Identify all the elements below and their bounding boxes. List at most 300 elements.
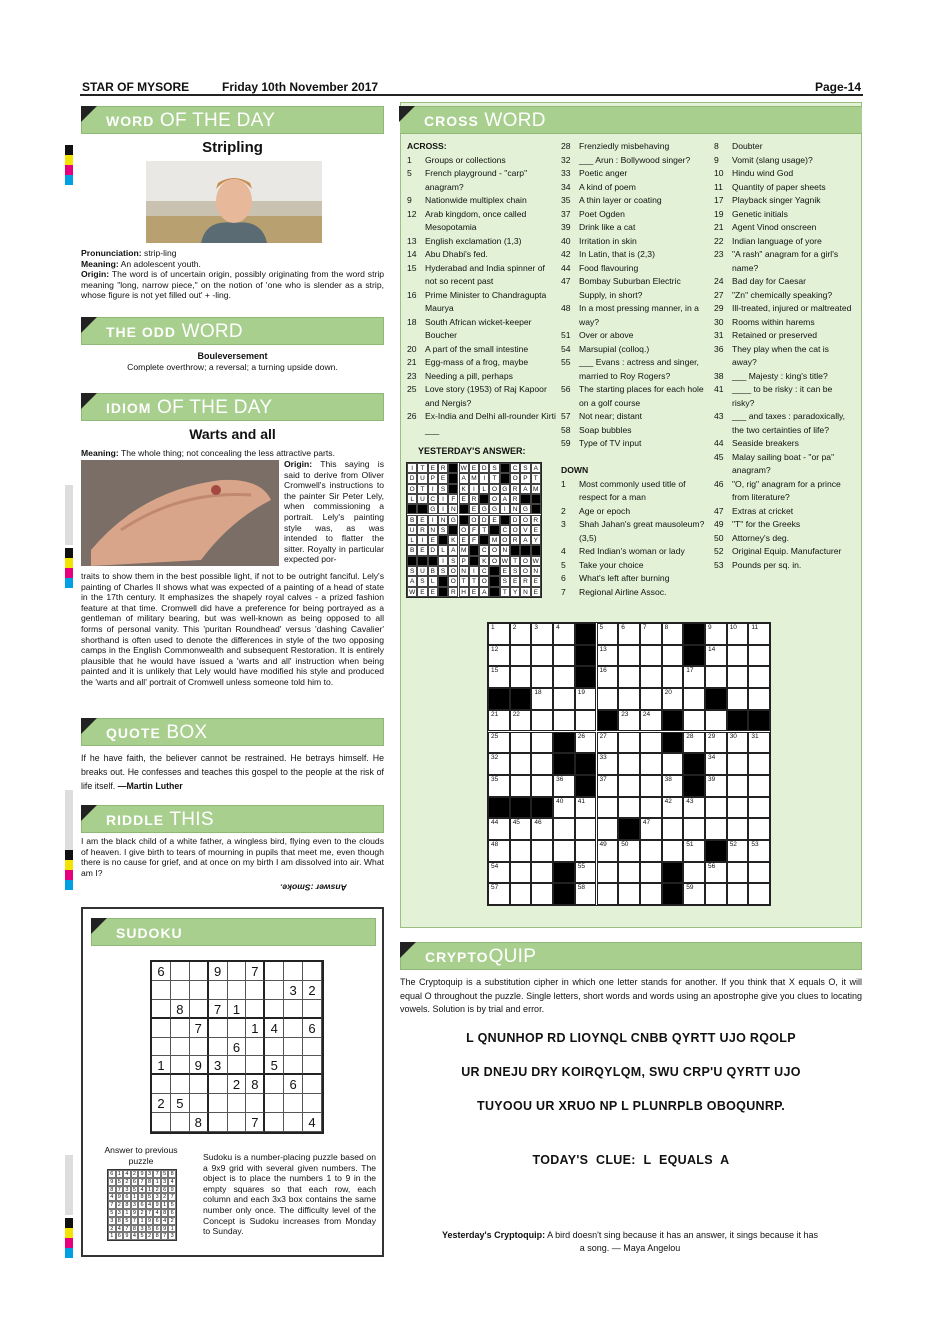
crossword-cell[interactable] — [618, 818, 640, 840]
clue-item: 5 Take your choice — [561, 559, 644, 570]
sudoku-cell[interactable] — [303, 1000, 322, 1019]
yesterday-grid — [406, 462, 542, 598]
crossword-cell[interactable] — [553, 688, 575, 710]
crossword-cell[interactable] — [662, 753, 684, 775]
crossword-cell[interactable] — [640, 753, 662, 775]
sudoku-cell[interactable] — [152, 1038, 171, 1057]
sudoku-cell[interactable]: 8 — [190, 1113, 209, 1132]
sudoku-cell[interactable]: 4 — [265, 1019, 284, 1038]
crossword-cell[interactable] — [705, 710, 727, 732]
sudoku-cell[interactable] — [284, 962, 303, 981]
sudoku-cell[interactable] — [190, 981, 209, 1000]
crossword-cell[interactable] — [488, 688, 510, 710]
crossword-cell[interactable] — [618, 797, 640, 819]
sudoku-cell[interactable] — [152, 1075, 171, 1094]
crossword-cell[interactable] — [618, 775, 640, 797]
crossword-cell[interactable] — [553, 710, 575, 732]
crossword-cell[interactable] — [705, 688, 727, 710]
sudoku-cell[interactable] — [190, 962, 209, 981]
crossword-cell[interactable] — [575, 818, 597, 840]
sudoku-cell[interactable] — [209, 1019, 228, 1038]
crossword-cell[interactable] — [575, 645, 597, 667]
crossword-cell[interactable] — [683, 818, 705, 840]
crossword-cell[interactable] — [510, 862, 532, 884]
sudoku-cell[interactable] — [209, 981, 228, 1000]
sudoku-cell[interactable] — [171, 1038, 190, 1057]
answer-cell: I — [407, 463, 417, 473]
crossword-cell[interactable] — [510, 666, 532, 688]
crossword-cell[interactable] — [531, 883, 553, 905]
crossword-cell[interactable]: 54 — [488, 862, 510, 884]
crossword-cell[interactable] — [662, 818, 684, 840]
sudoku-answer-cell: 4 — [108, 1193, 116, 1201]
answer-cell: A — [459, 473, 469, 483]
sudoku-cell[interactable] — [228, 1056, 247, 1075]
clue-item: 20 A part of the small intestine — [407, 343, 529, 354]
crossword-cell[interactable]: 24 — [640, 710, 662, 732]
answer-cell: L — [407, 535, 417, 545]
crossword-cell[interactable]: 47 — [640, 818, 662, 840]
crossword-cell[interactable]: 31 — [748, 732, 770, 754]
sudoku-cell[interactable] — [303, 1056, 322, 1075]
sudoku-cell[interactable] — [171, 981, 190, 1000]
crossword-cell[interactable]: 27 — [597, 732, 619, 754]
crossword-cell[interactable]: 21 — [488, 710, 510, 732]
crossword-cell[interactable] — [748, 797, 770, 819]
crossword-cell[interactable] — [531, 840, 553, 862]
color-strip — [65, 145, 73, 185]
crossword-cell[interactable]: 7 — [640, 623, 662, 645]
sudoku-grid[interactable] — [150, 960, 324, 1134]
answer-cell: I — [438, 494, 448, 504]
crossword-cell[interactable] — [727, 645, 749, 667]
crossword-cell[interactable]: 36 — [553, 775, 575, 797]
sudoku-cell[interactable] — [284, 1056, 303, 1075]
crossword-cell[interactable] — [662, 883, 684, 905]
crossword-cell[interactable]: 53 — [748, 840, 770, 862]
sudoku-cell[interactable]: 7 — [190, 1019, 209, 1038]
sudoku-cell[interactable] — [228, 1094, 247, 1113]
crossword-cell[interactable] — [618, 883, 640, 905]
crossword-cell[interactable] — [510, 753, 532, 775]
sudoku-answer-cell: 8 — [161, 1209, 169, 1217]
sudoku-cell[interactable] — [228, 981, 247, 1000]
sudoku-answer-cell: 5 — [123, 1217, 131, 1225]
sudoku-cell[interactable] — [171, 1019, 190, 1038]
sudoku-cell[interactable] — [171, 1075, 190, 1094]
crossword-cell[interactable] — [510, 883, 532, 905]
crossword-cell[interactable]: 46 — [531, 818, 553, 840]
sudoku-cell[interactable] — [152, 1000, 171, 1019]
crossword-cell[interactable] — [597, 862, 619, 884]
crossword-cell[interactable]: 34 — [705, 753, 727, 775]
crossword-cell[interactable]: 33 — [597, 753, 619, 775]
sudoku-cell[interactable] — [284, 1000, 303, 1019]
crossword-cell[interactable] — [727, 710, 749, 732]
crossword-cell[interactable]: 8 — [662, 623, 684, 645]
crossword-cell[interactable]: 38 — [662, 775, 684, 797]
answer-cell: E — [531, 576, 541, 586]
sudoku-cell[interactable] — [209, 1038, 228, 1057]
crossword-cell[interactable] — [640, 883, 662, 905]
crossword-cell[interactable]: 40 — [553, 797, 575, 819]
crossword-cell[interactable]: 1 — [488, 623, 510, 645]
sudoku-answer-cell: 2 — [168, 1217, 176, 1225]
crossword-cell[interactable]: 49 — [597, 840, 619, 862]
clue-item: 24 Bad day for Caesar — [714, 276, 807, 286]
sudoku-cell[interactable] — [284, 1094, 303, 1113]
crossword-cell[interactable] — [618, 645, 640, 667]
crossword-cell[interactable] — [531, 753, 553, 775]
sudoku-cell[interactable] — [246, 1094, 265, 1113]
crossword-cell[interactable] — [727, 688, 749, 710]
crossword-cell[interactable]: 51 — [683, 840, 705, 862]
crossword-cell[interactable] — [748, 645, 770, 667]
sudoku-cell[interactable] — [190, 1075, 209, 1094]
sudoku-cell[interactable] — [265, 1113, 284, 1132]
crossword-cell[interactable] — [748, 883, 770, 905]
crossword-cell[interactable]: 14 — [705, 645, 727, 667]
crossword-cell[interactable] — [510, 732, 532, 754]
crossword-cell[interactable] — [705, 818, 727, 840]
sudoku-answer-cell: 8 — [123, 1201, 131, 1209]
sudoku-answer-cell: 9 — [153, 1201, 161, 1209]
crossword-cell[interactable] — [531, 710, 553, 732]
crossword-cell[interactable] — [727, 666, 749, 688]
answer-cell: A — [407, 576, 417, 586]
crossword-cell[interactable] — [575, 666, 597, 688]
sudoku-cell[interactable]: 8 — [171, 1000, 190, 1019]
crossword-cell[interactable] — [640, 775, 662, 797]
crossword-cell[interactable]: 9 — [705, 623, 727, 645]
crossword-cell[interactable] — [531, 666, 553, 688]
crossword-cell[interactable]: 17 — [683, 666, 705, 688]
crossword-cell[interactable] — [575, 710, 597, 732]
crossword-cell[interactable]: 11 — [748, 623, 770, 645]
sudoku-cell[interactable]: 6 — [152, 962, 171, 981]
sudoku-cell[interactable]: 5 — [171, 1094, 190, 1113]
crossword-cell[interactable] — [683, 753, 705, 775]
sudoku-cell[interactable]: 7 — [209, 1000, 228, 1019]
crossword-cell[interactable]: 48 — [488, 840, 510, 862]
crossword-cell[interactable] — [488, 797, 510, 819]
crossword-cell[interactable]: 29 — [705, 732, 727, 754]
crossword-cell[interactable] — [705, 840, 727, 862]
crossword-cell[interactable]: 10 — [727, 623, 749, 645]
sudoku-answer-cell: 6 — [131, 1178, 139, 1186]
crossword-cell[interactable] — [575, 623, 597, 645]
youth-photo — [146, 161, 322, 243]
crossword-cell[interactable] — [727, 775, 749, 797]
sudoku-cell[interactable]: 9 — [209, 962, 228, 981]
crossword-cell[interactable]: 13 — [597, 645, 619, 667]
sudoku-cell[interactable] — [190, 1000, 209, 1019]
crossword-cell[interactable]: 2 — [510, 623, 532, 645]
crossword-cell[interactable]: 20 — [662, 688, 684, 710]
answer-cell: A — [520, 535, 530, 545]
crossword-cell[interactable] — [748, 775, 770, 797]
sudoku-cell[interactable] — [284, 1019, 303, 1038]
crossword-cell[interactable] — [597, 818, 619, 840]
crossword-cell[interactable] — [727, 862, 749, 884]
crossword-cell[interactable] — [531, 862, 553, 884]
crossword-cell[interactable] — [597, 688, 619, 710]
crossword-cell[interactable] — [510, 775, 532, 797]
sudoku-cell[interactable] — [246, 1000, 265, 1019]
crossword-cell[interactable] — [683, 862, 705, 884]
answer-cell: C — [479, 545, 489, 555]
sudoku-cell[interactable] — [284, 1113, 303, 1132]
crossword-cell[interactable] — [618, 732, 640, 754]
crossword-cell[interactable]: 50 — [618, 840, 640, 862]
sudoku-cell[interactable] — [246, 981, 265, 1000]
crossword-cell[interactable]: 35 — [488, 775, 510, 797]
answer-cell: I — [469, 566, 479, 576]
crossword-cell[interactable] — [748, 666, 770, 688]
sudoku-cell[interactable] — [209, 1113, 228, 1132]
answer-cell: A — [479, 587, 489, 597]
crossword-cell[interactable] — [553, 732, 575, 754]
crossword-cell[interactable]: 37 — [597, 775, 619, 797]
answer-cell: T — [417, 463, 427, 473]
crossword-cell[interactable] — [705, 666, 727, 688]
crossword-cell[interactable]: 19 — [575, 688, 597, 710]
crossword-cell[interactable] — [618, 666, 640, 688]
crossword-cell[interactable] — [553, 753, 575, 775]
answer-cell: T — [469, 576, 479, 586]
crossword-cell[interactable]: 4 — [553, 623, 575, 645]
sudoku-cell[interactable]: 5 — [265, 1056, 284, 1075]
sudoku-cell[interactable]: 7 — [246, 962, 265, 981]
sudoku-cell[interactable]: 1 — [246, 1019, 265, 1038]
crossword-cell[interactable] — [662, 645, 684, 667]
crossword-cell[interactable] — [748, 710, 770, 732]
sudoku-cell[interactable]: 9 — [190, 1056, 209, 1075]
crossword-cell[interactable] — [597, 797, 619, 819]
crossword-cell[interactable]: 32 — [488, 753, 510, 775]
crossword-cell[interactable] — [748, 818, 770, 840]
crossword-cell[interactable] — [727, 818, 749, 840]
crossword-cell[interactable] — [640, 840, 662, 862]
sudoku-cell[interactable] — [303, 1075, 322, 1094]
sudoku-cell[interactable] — [171, 1113, 190, 1132]
sudoku-cell[interactable] — [265, 1075, 284, 1094]
sudoku-answer-cell: 6 — [108, 1170, 116, 1178]
crossword-cell[interactable] — [575, 840, 597, 862]
crossword-cell[interactable] — [640, 666, 662, 688]
cryptoquip-line-1: L QNUNHOP RD LIOYNQL CNBB QYRTT UJO RQOLP — [466, 1031, 796, 1045]
crossword-cell[interactable]: 43 — [683, 797, 705, 819]
clue-item: 15 Hyderabad and India spinner of not so recent past — [407, 262, 545, 286]
crossword-cell[interactable] — [727, 883, 749, 905]
crossword-cell[interactable]: 42 — [662, 797, 684, 819]
crossword-cell[interactable] — [640, 688, 662, 710]
crossword-cell[interactable] — [553, 818, 575, 840]
crossword-cell[interactable]: 5 — [597, 623, 619, 645]
crossword-cell[interactable] — [597, 883, 619, 905]
crossword-cell[interactable] — [575, 753, 597, 775]
clue-item: 22 Indian language of yore — [714, 235, 822, 246]
crossword-cell[interactable] — [531, 797, 553, 819]
sudoku-cell[interactable] — [284, 1038, 303, 1057]
sudoku-cell[interactable] — [209, 1075, 228, 1094]
answer-cell: T — [531, 473, 541, 483]
crossword-cell[interactable] — [553, 645, 575, 667]
crossword-cell[interactable] — [510, 688, 532, 710]
sudoku-answer-cell: 2 — [161, 1193, 169, 1201]
sudoku-cell[interactable]: 2 — [303, 981, 322, 1000]
crossword-cell[interactable] — [748, 862, 770, 884]
sudoku-cell[interactable] — [190, 1094, 209, 1113]
crossword-cell[interactable]: 57 — [488, 883, 510, 905]
sudoku-cell[interactable] — [303, 1038, 322, 1057]
crossword-cell[interactable]: 25 — [488, 732, 510, 754]
crossword-cell[interactable] — [727, 797, 749, 819]
crossword-cell[interactable] — [727, 753, 749, 775]
crossword-cell[interactable]: 26 — [575, 732, 597, 754]
answer-cell: C — [510, 463, 520, 473]
clue-item: 2 Age or epoch — [561, 505, 631, 516]
crossword-cell[interactable] — [683, 623, 705, 645]
sudoku-cell[interactable]: 3 — [284, 981, 303, 1000]
crossword-cell[interactable]: 55 — [575, 862, 597, 884]
crossword-cell[interactable] — [510, 797, 532, 819]
crossword-cell[interactable] — [640, 862, 662, 884]
crossword-cell[interactable] — [662, 862, 684, 884]
sudoku-cell[interactable]: 6 — [303, 1019, 322, 1038]
crossword-cell[interactable]: 59 — [683, 883, 705, 905]
crossword-cell[interactable] — [553, 862, 575, 884]
sudoku-cell[interactable] — [152, 981, 171, 1000]
answer-cell: L — [438, 545, 448, 555]
sudoku-cell[interactable]: 6 — [284, 1075, 303, 1094]
sudoku-cell[interactable] — [265, 962, 284, 981]
crossword-cell[interactable]: 16 — [597, 666, 619, 688]
crossword-cell[interactable] — [553, 840, 575, 862]
crossword-cell[interactable]: 3 — [531, 623, 553, 645]
idiom-origin: traits to show them in the best possible light, if not to be outright fanciful. Lely's painting of Charles II shows what was expected of a painting of a head of state in the 17th century. It emphasizes the shapely royal calves - a prized fashion feature at that time. Cromwell did have a preference for being portrayed as a gentleman of military bearing, but was well-known as being opposed to all forms of personal vanity. This 'puritan Roundhead' versus 'dashing Cavalier' shorthand is often used to denote the differences in style of the two opposing camps in the English Commonwealth and subsequent Restoration. It is entirely plausible that he would have issued a 'warts and all' instruction when being painted and it is unlikely that Lely would have modified his style and produced the 'warts and all' portrait of Cromwell unless someone told him to. — [81, 571, 384, 687]
cryptoquip-line-2: UR DNEJU DRY KOIRQYLQM, SWU CRP'U QYRTT UJO — [461, 1065, 801, 1079]
crossword-cell[interactable] — [510, 645, 532, 667]
crossword-cell[interactable]: 23 — [618, 710, 640, 732]
sudoku-cell[interactable]: 6 — [228, 1038, 247, 1057]
crossword-cell[interactable]: 28 — [683, 732, 705, 754]
sudoku-cell[interactable]: 2 — [228, 1075, 247, 1094]
sudoku-cell[interactable] — [228, 1113, 247, 1132]
sudoku-cell[interactable]: 7 — [246, 1113, 265, 1132]
crossword-cell[interactable] — [597, 710, 619, 732]
answer-cell: G — [448, 515, 458, 525]
crossword-cell[interactable] — [683, 688, 705, 710]
crossword-cell[interactable] — [618, 862, 640, 884]
sudoku-answer-cell: 9 — [123, 1232, 131, 1240]
crossword-cell[interactable]: 22 — [510, 710, 532, 732]
crossword-cell[interactable] — [662, 710, 684, 732]
sudoku-cell[interactable] — [265, 1038, 284, 1057]
crossword-grid[interactable] — [487, 622, 771, 906]
sudoku-cell[interactable] — [228, 962, 247, 981]
answer-cell: N — [438, 515, 448, 525]
answer-cell: E — [428, 463, 438, 473]
sudoku-cell[interactable] — [171, 962, 190, 981]
crossword-cell[interactable] — [662, 732, 684, 754]
sudoku-cell[interactable] — [152, 1019, 171, 1038]
crossword-cell[interactable]: 15 — [488, 666, 510, 688]
crossword-cell[interactable] — [510, 840, 532, 862]
sudoku-cell[interactable] — [190, 1038, 209, 1057]
crossword-cell[interactable] — [705, 883, 727, 905]
sudoku-cell[interactable] — [152, 1113, 171, 1132]
crossword-cell[interactable] — [553, 666, 575, 688]
sudoku-cell[interactable] — [265, 1000, 284, 1019]
crossword-cell[interactable] — [531, 645, 553, 667]
crossword-cell[interactable]: 58 — [575, 883, 597, 905]
crossword-cell[interactable] — [662, 666, 684, 688]
sudoku-cell[interactable] — [228, 1019, 247, 1038]
sudoku-answer-cell: 8 — [153, 1232, 161, 1240]
answer-cell: O — [500, 535, 510, 545]
crossword-cell[interactable]: 41 — [575, 797, 597, 819]
crossword-cell[interactable] — [640, 645, 662, 667]
crossword-cell[interactable] — [748, 753, 770, 775]
crossword-cell[interactable]: 30 — [727, 732, 749, 754]
sudoku-answer-cell: 1 — [161, 1201, 169, 1209]
clue-item: 55 ___ Evans : actress and singer, married to Roy Rogers? — [561, 357, 699, 381]
sudoku-cell[interactable] — [303, 1094, 322, 1113]
crossword-cell[interactable] — [640, 732, 662, 754]
sudoku-cell[interactable] — [265, 1094, 284, 1113]
crossword-cell[interactable]: 39 — [705, 775, 727, 797]
crossword-cell[interactable] — [683, 775, 705, 797]
sudoku-answer-cell: 9 — [116, 1193, 124, 1201]
crossword-cell[interactable] — [748, 688, 770, 710]
sudoku-answer-cell: 1 — [146, 1186, 154, 1194]
sudoku-cell[interactable]: 8 — [246, 1075, 265, 1094]
crossword-cell[interactable] — [531, 732, 553, 754]
crossword-cell[interactable] — [618, 753, 640, 775]
sudoku-cell[interactable] — [303, 962, 322, 981]
sudoku-cell[interactable] — [246, 1056, 265, 1075]
crossword-cell[interactable] — [683, 645, 705, 667]
sudoku-cell[interactable] — [265, 981, 284, 1000]
sudoku-cell[interactable] — [209, 1094, 228, 1113]
crossword-cell[interactable]: 18 — [531, 688, 553, 710]
yesterday-answer-label: YESTERDAY'S ANSWER: — [418, 446, 526, 456]
sudoku-cell[interactable]: 1 — [152, 1056, 171, 1075]
crossword-cell[interactable]: 45 — [510, 818, 532, 840]
crossword-cell[interactable] — [683, 710, 705, 732]
sudoku-previous-answer — [107, 1169, 177, 1241]
crossword-cell[interactable] — [662, 840, 684, 862]
sudoku-cell[interactable] — [171, 1056, 190, 1075]
sudoku-cell[interactable]: 3 — [209, 1056, 228, 1075]
crossword-cell[interactable]: 44 — [488, 818, 510, 840]
crossword-cell[interactable] — [553, 883, 575, 905]
sudoku-cell[interactable] — [246, 1038, 265, 1057]
crossword-cell[interactable] — [618, 688, 640, 710]
sudoku-cell[interactable]: 1 — [228, 1000, 247, 1019]
crossword-cell[interactable]: 6 — [618, 623, 640, 645]
crossword-cell[interactable] — [531, 775, 553, 797]
sudoku-cell[interactable]: 2 — [152, 1094, 171, 1113]
crossword-cell[interactable] — [575, 775, 597, 797]
crossword-cell[interactable] — [705, 797, 727, 819]
sudoku-cell[interactable]: 4 — [303, 1113, 322, 1132]
crossword-cell[interactable]: 52 — [727, 840, 749, 862]
crossword-cell[interactable] — [640, 797, 662, 819]
crossword-cell[interactable]: 56 — [705, 862, 727, 884]
crossword-cell[interactable]: 12 — [488, 645, 510, 667]
